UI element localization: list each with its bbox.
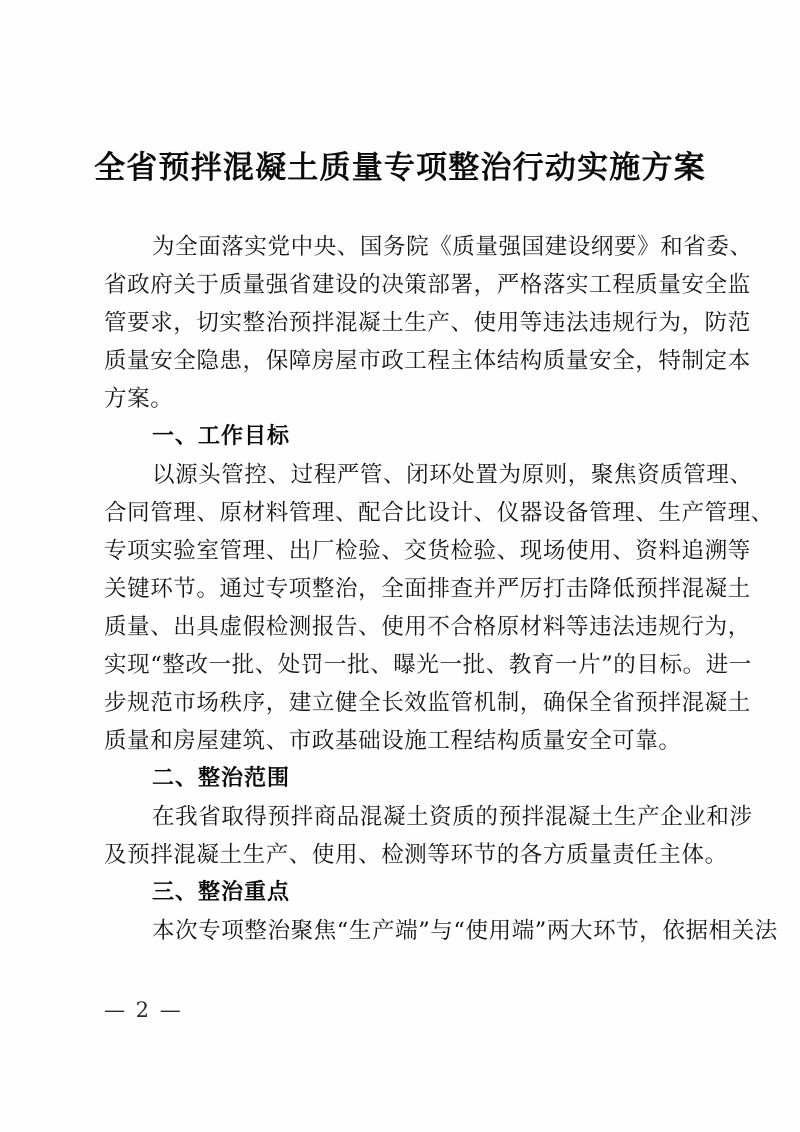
text-line: 在我省取得预拌商品混凝土资质的预拌混凝土生产企业和涉: [152, 804, 753, 830]
page-title: 全省预拌混凝土质量专项整治行动实施方案: [94, 150, 706, 186]
text-line: 质量、出具虚假检测报告、使用不合格原材料等违法违规行为，: [104, 614, 751, 640]
text-line: 关键环节。通过专项整治，全面排查并严厉打击降低预拌混凝土: [104, 576, 751, 602]
text-line: 方案。: [104, 386, 174, 412]
section-paragraph: [104, 912, 778, 950]
text-line: 管要求，切实整治预拌混凝土生产、使用等违法违规行为，防范: [104, 310, 751, 336]
text-line: 专项实验室管理、出厂检验、交货检验、现场使用、资料追溯等: [104, 538, 751, 564]
section-paragraph: [104, 798, 753, 874]
text-line: 合同管理、原材料管理、配合比设计、仪器设备管理、生产管理、: [104, 500, 774, 526]
page-number: — 2 —: [104, 998, 183, 1022]
intro-paragraph: [104, 228, 753, 418]
section-heading: 二、整治范围: [152, 766, 291, 791]
section-work-objectives: [104, 418, 774, 760]
document-body: [104, 228, 778, 950]
section-heading: 一、工作目标: [152, 424, 291, 449]
text-line: 质量安全隐患，保障房屋市政工程主体结构质量安全，特制定本: [104, 348, 751, 374]
text-line: 质量和房屋建筑、市政基础设施工程结构质量安全可靠。: [104, 728, 682, 754]
text-line: 以源头管控、过程严管、闭环处置为原则，聚焦资质管理、: [152, 462, 753, 488]
text-line: 为全面落实党中央、国务院《质量强国建设纲要》和省委、: [152, 234, 753, 260]
text-line: 及预拌混凝土生产、使用、检测等环节的各方质量责任主体。: [104, 842, 728, 868]
section-key-points: [104, 874, 778, 950]
section-paragraph: [104, 456, 774, 760]
text-line: 步规范市场秩序，建立健全长效监管机制，确保全省预拌混凝土: [104, 690, 751, 716]
text-line: 本次专项整治聚焦“生产端”与“使用端”两大环节，依据相关法: [152, 918, 778, 944]
section-heading: 三、整治重点: [152, 880, 291, 905]
section-scope: [104, 760, 753, 874]
text-line: 省政府关于质量强省建设的决策部署，严格落实工程质量安全监: [104, 272, 751, 298]
text-line: 实现“整改一批、处罚一批、曝光一批、教育一片”的目标。进一: [104, 652, 752, 678]
